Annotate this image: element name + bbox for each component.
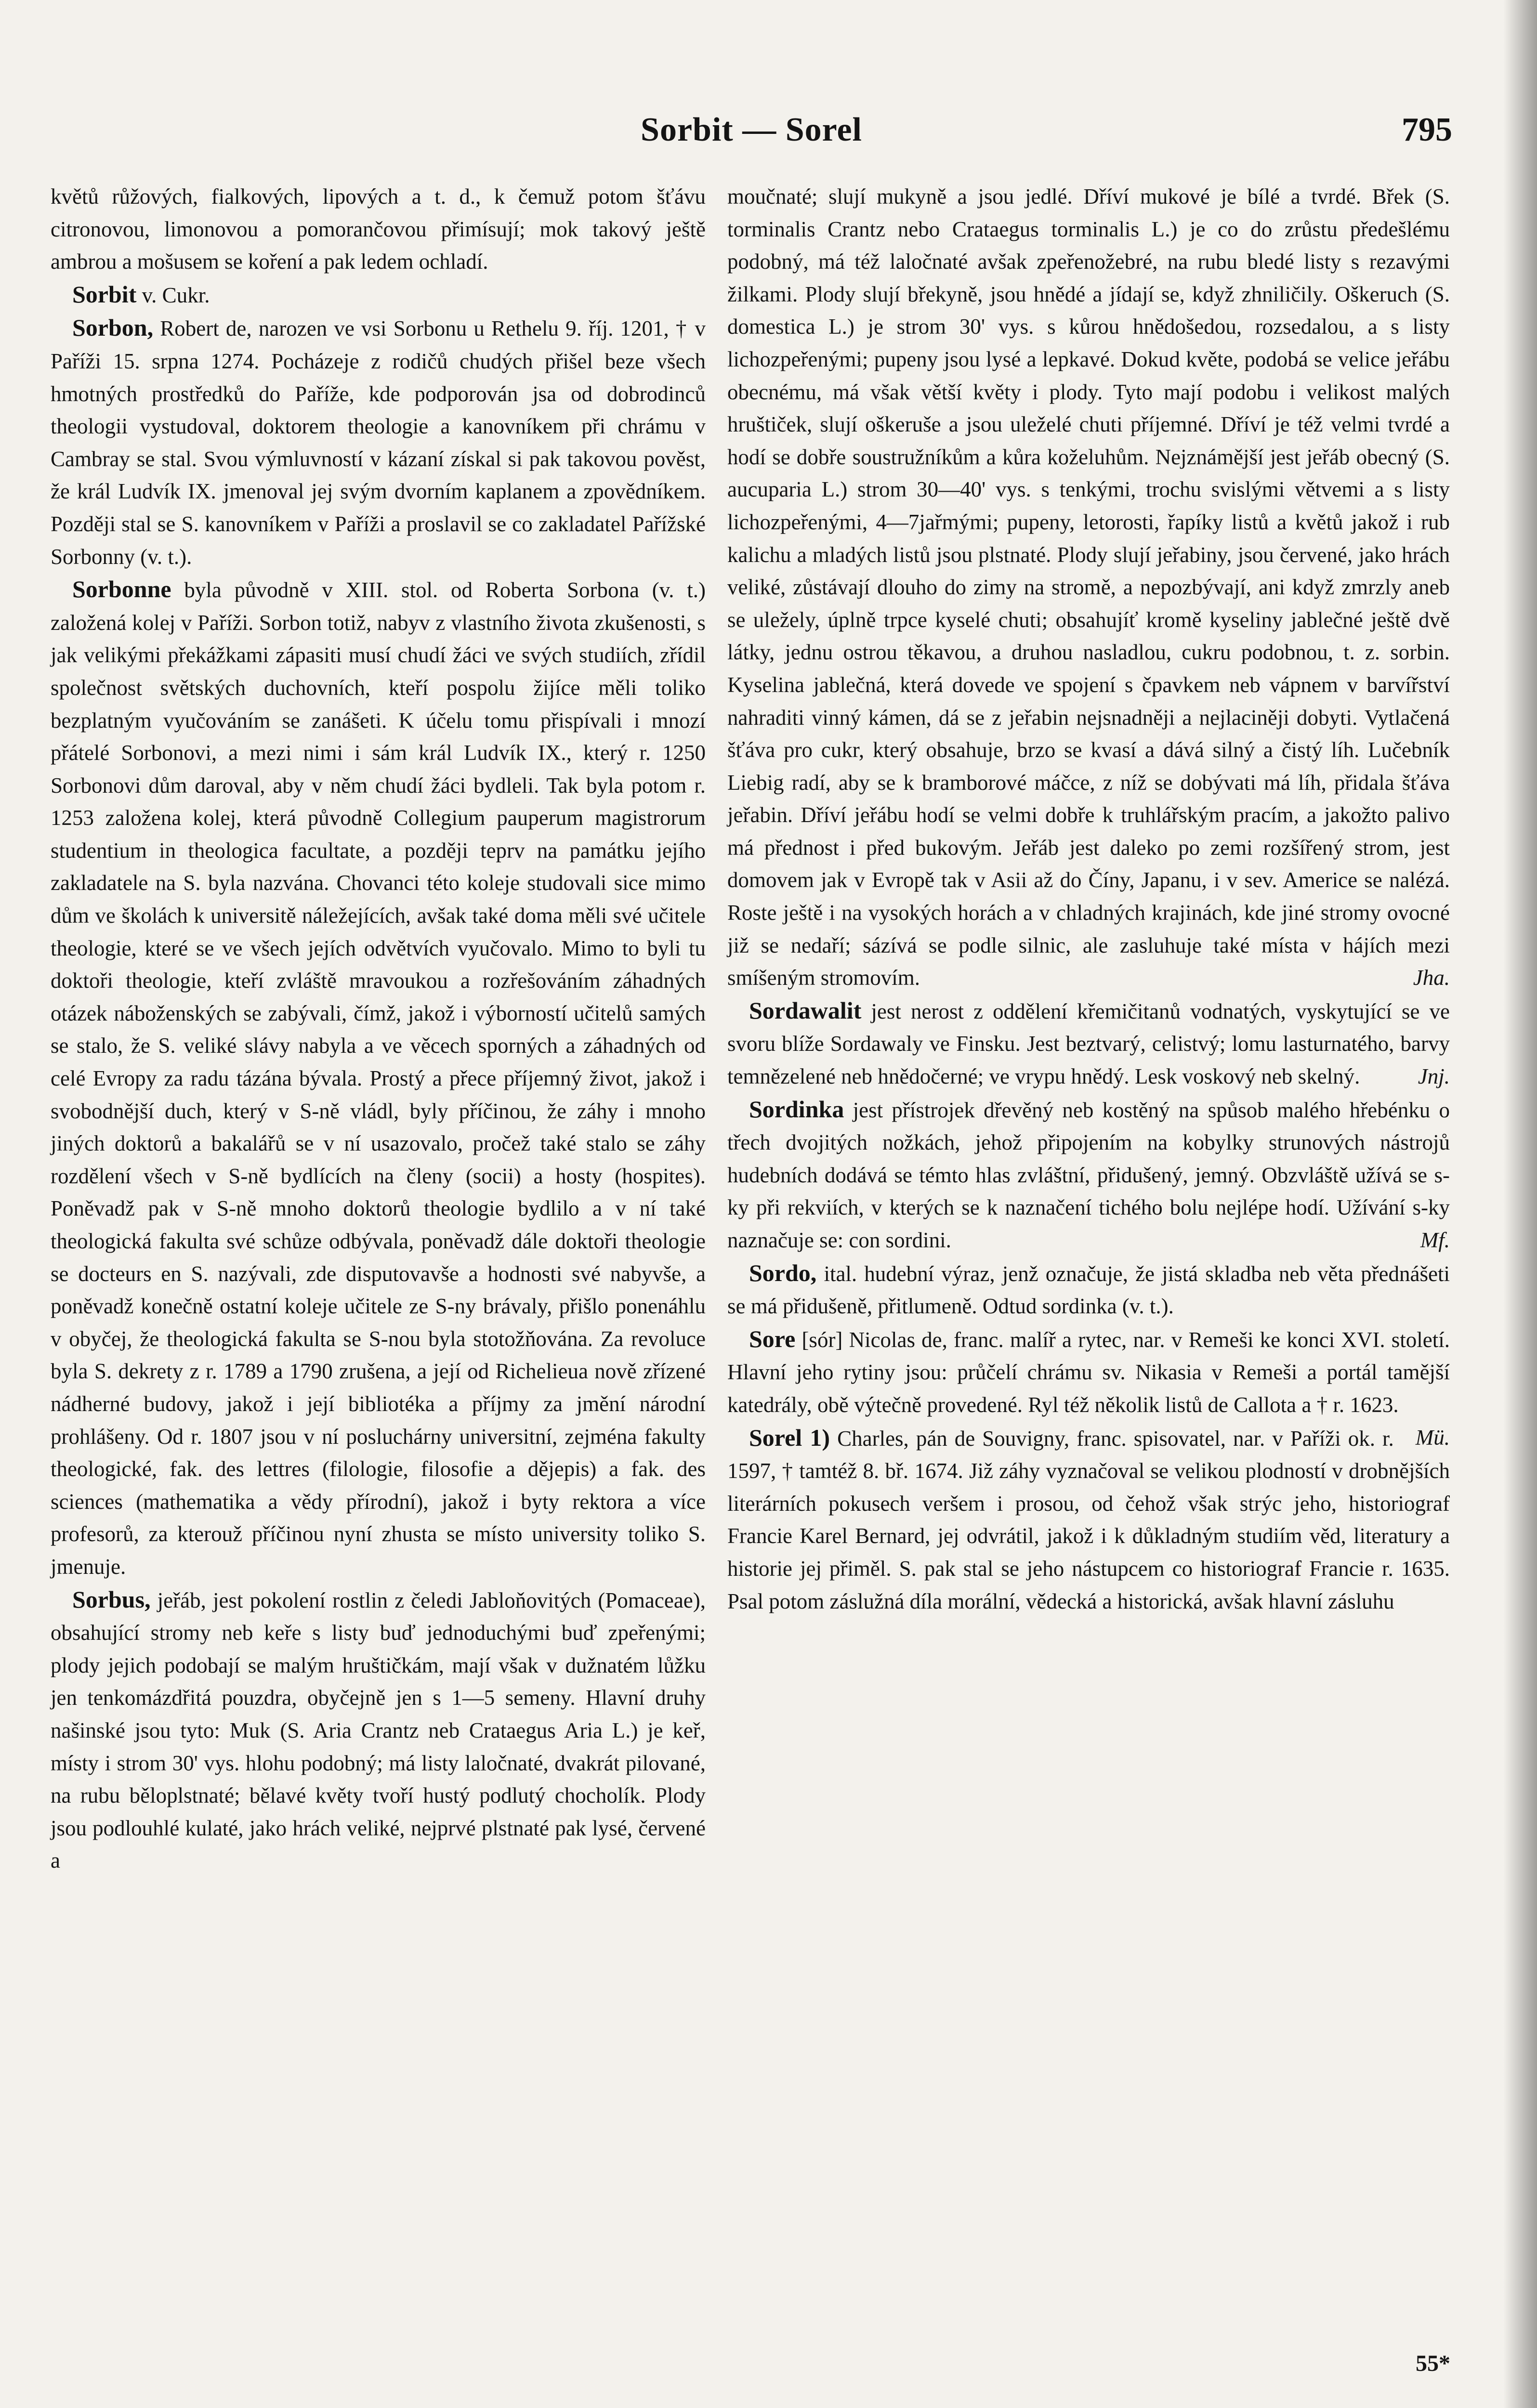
entry-sordinka [727, 1093, 1450, 1257]
author-signature: Jnj. [1418, 1064, 1450, 1089]
entry-sorel [727, 1422, 1450, 1618]
headword: Sordinka [749, 1095, 844, 1123]
right-column [727, 181, 1450, 1618]
headword: Sorbonne [72, 576, 171, 603]
entry-sorbon [51, 312, 706, 573]
running-title: Sorbit — Sorel [641, 111, 862, 148]
entry-text: v. Cukr. [136, 283, 210, 307]
entry-text: jest přístrojek dřevěný neb kostěný na spůsob malého hřebénku o třech dvojitých nožkách, jehož připojením na kobylky strunových nástrojů hudebních dodává se témto hlas zvláštní, přidušený, jemný. Obzvláště užívá se s-ky při rekviích, v kterých se k naznačení tichého bolu nejlépe hodí. Užívání s-ky naznačuje se: con sordini. [727, 1098, 1450, 1252]
entry-sorbonne [51, 573, 706, 1583]
entry-text: byla původně v XIII. stol. od Roberta Sorbona (v. t.) založená kolej v Paříži. Sorbon totiž, nabyv z vlastního života zkušenosti, s jak velikými překážkami zápasiti musí chudí žáci ve svých studiích, zřídil společnost světských duchovních, kteří pospolu žijíce měli toliko bezplatným vyučováním se zanášeti. K účelu tomu přispívali i mnozí přátelé Sorbonovi, a mezi nimi i sám král Ludvík IX., který r. 1250 Sorbonovi dům daroval, aby v něm chudí žáci bydleli. Tak byla potom r. 1253 založena kolej, která původně Collegium pauperum magistrorum studentium in theologica facultate, a později teprv na památku jejího zakladatele na S. byla nazvána. Chovanci této koleje studovali sice mimo dům ve školách k universitě náležejících, avšak také doma měli své učitele theologie, které se ve všech jejích odvětvích vyučovalo. Mimo to byli tu doktoři theologie, kteří zvláště mravoukou a rozřešováním záhadných otázek náboženských se zabývali, čímž, jakož i výborností učitelů samých se stalo, že S. veliké slávy nabyla a ve věcech sporných a záhadných od celé Evropy za radu tázána bývala. Prostý a přece příjemný život, jakož i svobodnější duch, který v S-ně vládl, byly příčinou, že záhy i mnoho jiných doktorů a bakalářů se v ní usazovalo, pročež také stalo se záhy rozdělení všech v S-ně bydlících na členy (socii) a hosty (hospites). Poněvadž pak v S-ně mnoho doktorů theologie bydlilo a v ní také theologická fakulta své schůze odbývala, poněvadž dále doktoři theologie se docteurs en S. nazývali, zde disputovavše a hodnosti své nabyvše, a poněvadž konečně ostatní koleje učitele ze S-ny brávaly, přišlo ponenáhlu v obyčej, že theologická fakulta se S-nou byla stotožňována. Za revoluce byla S. dekrety z r. 1789 a 1790 zrušena, a její od Richelieua nově zřízené nádherné budovy, jakož i její bibliotéka a příjmy za jmění národní prohlášeny. Od r. 1807 jsou v ní posluchárny universitní, zejména fakulty theologické, fak. des lettres (filologie, filosofie a dějepis) a fak. des sciences (mathematika a vědy přírodní), jakož i byty rektora a více profesorů, za kterouž příčinou nyní zhusta se místo university toliko S. jmenuje. [51, 578, 706, 1579]
page-number: 795 [1402, 111, 1452, 148]
entry-text: Charles, pán de Souvigny, franc. spisovatel, nar. v Paříži ok. r. 1597, † tamtéž 8. bř. 1674. Již záhy vyznačoval se velikou plodností v drobnějších literárních pokusech veršem i prosou, od čehož však strýc jeho, historiograf Francie Karel Bernard, jej odvrátil, jakož i k důkladným studiím věd, literatury a historie jej přiměl. S. pak stal se jeho nástupcem co historiograf Francie r. 1635. Psal potom záslužná díla morální, vědecká a historická, avšak hlavní zásluhu [727, 1426, 1450, 1613]
entry-text: jeřáb, jest pokolení rostlin z čeledi Jabloňovitých (Pomaceae), obsahující stromy neb keře s listy buď jednoduchými buď zpeřenými; plody jejich podobají se malým hruštičkám, mají však v dužnatém lůžku jen tenkomázdřitá pouzdra, obyčejně jen s 1—5 semeny. Hlavní druhy našinské jsou tyto: Muk (S. Aria Crantz neb Crataegus Aria L.) je keř, místy i strom 30' vys. hlohu podobný; má listy laločnaté, dvakrát pilované, na rubu běloplstnaté; bělavé květy tvoří hustý podlutý chocholík. Plody jsou podlouhlé kulaté, jako hrách veliké, nejprvé plstnaté pak lysé, červené a [51, 1588, 706, 1873]
headword: Sorbon, [72, 314, 154, 341]
signature-mark: 55* [1416, 2351, 1450, 2376]
entry-sorbus [51, 1584, 706, 1877]
headword: Sordawalit [749, 996, 862, 1024]
headword: Sorel 1) [749, 1424, 830, 1451]
author-signature: Mf. [1420, 1228, 1450, 1252]
entry-sorbit [51, 278, 706, 312]
headword: Sordo, [749, 1259, 817, 1286]
headword: Sore [749, 1325, 796, 1352]
entry-continuation [51, 181, 706, 278]
author-signature: Mü. [1415, 1425, 1450, 1450]
entry-text: jest nerost z oddělení křemičitanů vodnatých, vyskytující se ve svoru blíže Sordawaly ve Finsku. Jest beztvarý, celistvý; lomu lasturnatého, barvy temnězelené neb hnědočerné; ve vrypu hnědý. Lesk voskový neb skelný. [727, 999, 1450, 1089]
running-header [51, 111, 1452, 159]
entry-text: [sór] Nicolas de, franc. malíř a rytec, nar. v Remeši ke konci XVI. století. Hlavní jeho rytiny jsou: průčelí chrámu sv. Nikasia v Remeši a portál tamější katedrály, obě výtečně provedené. Ryl též několik listů de Callota a † r. 1623. [727, 1327, 1450, 1417]
page-edge-shadow [1503, 0, 1537, 2408]
entry-continuation [727, 181, 1450, 995]
entry-text: moučnaté; slují mukyně a jsou jedlé. Dříví mukové je bílé a tvrdé. Břek (S. torminalis Crantz nebo Crataegus torminalis L.) je co do zrůstu předešlému podobný, má též laločnaté avšak zpeřenožebré, na rubu bledé listy s rezavými žilkami. Plody slují břekyně, jsou hnědé a jídají se, když zhniličily. Oškeruch (S. domestica L.) je strom 30' vys. s kůrou hnědošedou, rozsedalou, a s listy lichozpeřenými; pupeny jsou lysé a lepkavé. Dokud květe, podobá se velice jeřábu obecnému, má však větší květy i plody. Tyto mají podobu i velikost malých hruštiček, slují oškeruše a jsou uleželé chuti příjemné. Dříví je též velmi tvrdé a hodí se dobře soustružníkům a kůra koželuhům. Nejznámější jest jeřáb obecný (S. aucuparia L.) strom 30—40' vys. s tenkými, trochu svislými větvemi a s listy lichozpeřenými, 4—7jařmými; pupeny, letorosti, řapíky listů a květů jakož i rub kalichu a mladých listů jsou plstnaté. Plody slují jeřabiny, jsou červené, jako hrách veliké, zůstávají dlouho do zimy na stromě, a nepozbývají, ani když zmrzly aneb se uležely, úplně trpce kyselé chuti; obsahujíť kromě kyseliny jablečné ještě dvě látky, jednu ostrou těkavou, a druhou nasladlou, cukru podobnou, t. z. sorbin. Kyselina jablečná, která dovede ve spojení s čpavkem neb vápnem v barvířství nahraditi vinný kámen, dá se z jeřabin nejsnadněji a nejlaciněji dobyti. Vytlačená šťáva pro cukr, který obsahuje, brzo se kvasí a dává silný a čistý líh. Lučebník Liebig radí, aby se k bramborové máčce, z níž se dobývati má líh, přidala šťáva jeřabin. Dříví jeřábu hodí se velmi dobře k truhlářským pracím, a jakožto palivo má přednost i před bukovým. Jeřáb jest daleko po zemi rozšířený strom, jest domovem jak v Evropě tak v Asii až do Číny, Japanu, i v sev. Americe se nalézá. Roste ještě i na vysokých horách a v chladných krajinách, kde jiné stromy ovocné již se nedaří; sázívá se podle silnic, ale zasluhuje také místa v hájích mezi smíšeným stromovím. [727, 184, 1450, 990]
entry-sordawalit [727, 995, 1450, 1093]
entry-sordo [727, 1257, 1450, 1323]
headword: Sorbit [72, 280, 137, 308]
entry-text: květů růžových, fialkových, lipových a t. d., k čemuž potom šťávu citronovou, limonovou a pomorančovou přimísují; mok takový ještě ambrou a mošusem se koření a pak ledem ochladí. [51, 184, 706, 274]
left-column [51, 181, 706, 1877]
headword: Sorbus, [72, 1585, 151, 1613]
author-signature: Jha. [1413, 966, 1450, 990]
entry-text: Robert de, narozen ve vsi Sorbonu u Rethelu 9. říj. 1201, † v Paříži 15. srpna 1274. Pocházeje z rodičů chudých přišel beze všech hmotných prostředků do Paříže, kde podporován jsa od dobrodinců theologii vystudoval, doktorem theologie a kanovníkem při chrámu v Cambray se stal. Svou výmluvností v kázaní získal si pak takovou pověst, že král Ludvík IX. jmenoval jej svým dvorním kaplanem a zpovědníkem. Později stal se S. kanovníkem v Paříži a proslavil se co zakladatel Pařížské Sorbonny (v. t.). [51, 316, 706, 569]
entry-text: ital. hudební výraz, jenž označuje, že jistá skladba neb věta přednášeti se má přidušeně, přitlumeně. Odtud sordinka (v. t.). [727, 1261, 1450, 1319]
